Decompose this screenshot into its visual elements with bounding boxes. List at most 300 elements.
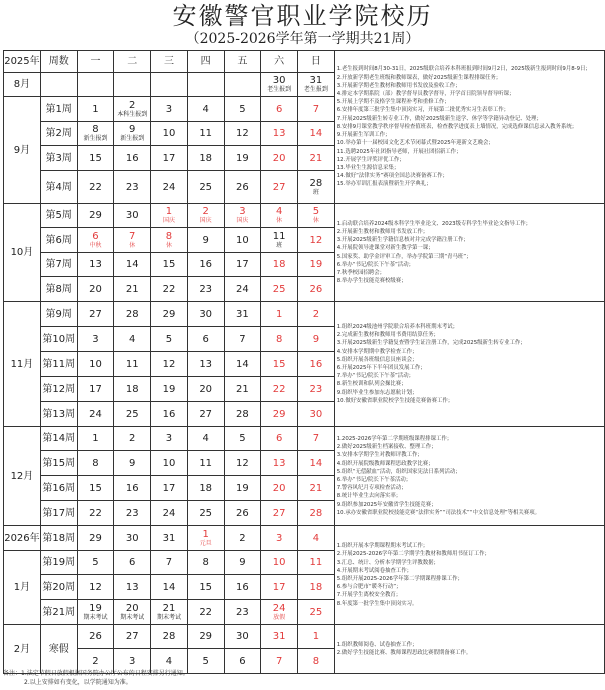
day-cell bbox=[187, 73, 224, 97]
day-cell bbox=[261, 171, 298, 204]
day-number: 13 bbox=[272, 128, 286, 139]
day-cell bbox=[187, 451, 224, 476]
day-number: 10 bbox=[89, 358, 102, 370]
day-event-label: 国庆 bbox=[236, 217, 249, 224]
day-number: 25 bbox=[272, 283, 286, 295]
day-number: 4 bbox=[312, 532, 320, 544]
week-cell: 第7周 bbox=[40, 253, 77, 277]
header-row bbox=[4, 51, 605, 73]
month-cell: 12月 bbox=[4, 427, 41, 526]
day-number: 4 bbox=[165, 655, 173, 667]
day-cell bbox=[298, 526, 335, 551]
note-item: 1.2025-2026学年第二学期班级课程排课工作； bbox=[336, 435, 453, 442]
day-number: 18 bbox=[199, 482, 213, 494]
day-number: 19 bbox=[89, 602, 102, 614]
day-number: 28 bbox=[236, 408, 249, 420]
day-number: 7 bbox=[239, 333, 246, 345]
day-cell bbox=[224, 146, 261, 171]
day-event-label: 老生报到 bbox=[303, 86, 328, 93]
day-cell bbox=[77, 277, 114, 302]
day-cell bbox=[261, 451, 298, 476]
day-number: 9 bbox=[129, 124, 136, 135]
day-number: 24 bbox=[162, 181, 176, 193]
day-cell bbox=[261, 228, 298, 253]
note-item: 4.安排本学期期中教学检查工作； bbox=[336, 348, 418, 355]
note-item: 6.举办“书记/院长下午茶”活动； bbox=[336, 261, 414, 268]
day-number: 6 bbox=[275, 433, 283, 444]
day-number: 8 bbox=[202, 557, 209, 568]
day-number: 28 bbox=[309, 177, 323, 189]
notes-nov bbox=[334, 302, 604, 427]
day-number: 19 bbox=[236, 152, 249, 164]
note-item: 8.统计毕业生去向落实率； bbox=[336, 493, 402, 500]
note-item: 12.开展学生评奖评优工作； bbox=[336, 156, 405, 163]
day-number: 28 bbox=[309, 507, 323, 519]
day-cell bbox=[77, 377, 114, 402]
day-cell bbox=[114, 171, 151, 204]
header-day: 六 bbox=[261, 51, 298, 73]
week-cell: 第4周 bbox=[40, 171, 77, 204]
note-item: 14.做好“法律实务”赛项全国总决赛备赛工作； bbox=[336, 173, 448, 180]
day-number: 23 bbox=[125, 507, 139, 519]
day-number: 1 bbox=[202, 528, 209, 540]
day-number: 29 bbox=[199, 631, 213, 642]
day-number: 5 bbox=[92, 557, 99, 568]
day-cell bbox=[114, 575, 151, 600]
day-number: 2 bbox=[202, 206, 209, 217]
day-number: 25 bbox=[199, 181, 213, 193]
day-number: 27 bbox=[199, 408, 213, 420]
day-number: 6 bbox=[129, 557, 136, 568]
note-item: 2.开放新学期老生班级和教师课表，做好2025级新生课程排课任务； bbox=[336, 74, 502, 81]
day-number: 24 bbox=[89, 408, 102, 420]
day-number: 3 bbox=[129, 655, 136, 667]
day-cell bbox=[261, 277, 298, 302]
day-cell bbox=[187, 146, 224, 171]
day-cell bbox=[298, 377, 335, 402]
note-item: 10.举办第十一届校园文化艺术节闭幕式暨2025年迎新文艺晚会； bbox=[336, 140, 494, 147]
day-event-label: 元旦 bbox=[199, 539, 212, 547]
note-item: 2.做好学生技能比赛、教师课程思政比赛假期备赛工作。 bbox=[336, 650, 472, 656]
week-cell: 第21周 bbox=[40, 600, 77, 625]
day-cell bbox=[224, 526, 261, 551]
week-cell: 第9周 bbox=[40, 302, 77, 327]
day-number: 10 bbox=[272, 557, 286, 568]
day-cell bbox=[114, 122, 151, 146]
day-number: 30 bbox=[199, 308, 213, 320]
week-cell: 第1周 bbox=[40, 97, 77, 122]
day-number: 19 bbox=[236, 482, 249, 494]
day-number: 18 bbox=[272, 259, 286, 270]
day-cell bbox=[187, 171, 224, 204]
day-cell bbox=[77, 327, 114, 352]
day-number: 2 bbox=[239, 532, 246, 544]
day-cell bbox=[261, 625, 298, 649]
header-day: 一 bbox=[77, 51, 114, 73]
month-cell: 2月 bbox=[4, 625, 41, 674]
day-number: 11 bbox=[125, 358, 139, 370]
day-cell bbox=[261, 204, 298, 228]
day-number: 27 bbox=[89, 308, 102, 320]
day-number: 21 bbox=[236, 383, 249, 395]
calendar-table bbox=[3, 50, 605, 674]
day-cell bbox=[77, 146, 114, 171]
day-number: 19 bbox=[162, 383, 176, 395]
week-cell: 第10周 bbox=[40, 327, 77, 352]
day-cell bbox=[77, 253, 114, 277]
day-number: 16 bbox=[236, 581, 249, 593]
day-number: 16 bbox=[125, 152, 139, 164]
day-number: 14 bbox=[309, 457, 323, 469]
day-cell bbox=[114, 253, 151, 277]
note-item: 1.老生报到时间8月30-31日，2025级联合培养本科班报到时间9月2日，2025级新生报到时间9月8-9日； bbox=[336, 66, 591, 73]
note-item: 3.开展新学期老生教材和教师用书发放及验收工作； bbox=[336, 82, 461, 89]
day-number: 31 bbox=[162, 532, 176, 544]
day-cell bbox=[77, 402, 114, 427]
note-item: 5.组织开展各班级信息员座谈会； bbox=[336, 356, 418, 363]
day-cell bbox=[261, 600, 298, 625]
note-item: 1.启动联合培养2024级本科学生毕业论文、2023级专科学生毕业论文指导工作； bbox=[336, 220, 532, 227]
day-cell bbox=[224, 476, 261, 501]
day-event-label: 老生报到 bbox=[267, 86, 292, 93]
footer-notes bbox=[3, 669, 189, 687]
day-number: 29 bbox=[89, 532, 102, 544]
week-cell: 第20周 bbox=[40, 575, 77, 600]
day-number: 31 bbox=[236, 308, 249, 320]
day-number: 18 bbox=[309, 581, 323, 593]
day-cell bbox=[298, 551, 335, 575]
day-cell bbox=[224, 302, 261, 327]
day-cell bbox=[261, 352, 298, 377]
day-cell bbox=[151, 377, 188, 402]
day-number: 27 bbox=[272, 181, 286, 193]
day-number: 25 bbox=[199, 507, 213, 519]
day-cell bbox=[77, 600, 114, 625]
day-number: 23 bbox=[309, 383, 323, 395]
day-cell bbox=[298, 451, 335, 476]
day-cell bbox=[298, 277, 335, 302]
day-cell bbox=[298, 352, 335, 377]
day-number: 11 bbox=[199, 128, 213, 139]
day-number: 22 bbox=[89, 181, 102, 193]
week-row bbox=[4, 625, 605, 649]
day-cell bbox=[151, 526, 188, 551]
note-item: 5.组织“无偿献血”活动，组织国家宪法日系列活动； bbox=[336, 468, 461, 475]
note-item: 3.开展2025级新生学籍复查暨学生证注册工作，完成2025级新生转专业工作； bbox=[336, 340, 526, 347]
day-cell bbox=[224, 122, 261, 146]
note-item: 1.组织教师阅卷、试卷抽查工作； bbox=[336, 641, 418, 648]
day-number: 17 bbox=[89, 383, 102, 395]
day-number: 3 bbox=[275, 532, 283, 544]
day-cell bbox=[151, 302, 188, 327]
day-cell bbox=[114, 427, 151, 451]
day-number: 8 bbox=[312, 655, 320, 667]
day-number: 16 bbox=[162, 408, 176, 420]
day-number: 5 bbox=[165, 333, 173, 345]
day-cell bbox=[187, 501, 224, 526]
week-row bbox=[4, 526, 605, 551]
day-number: 21 bbox=[162, 602, 176, 614]
day-number: 2 bbox=[129, 99, 136, 111]
day-cell bbox=[114, 204, 151, 228]
day-number: 9 bbox=[129, 457, 136, 469]
day-number: 3 bbox=[92, 333, 99, 345]
note-item: 10.承办安徽省职业院校技能竞赛“法律实务”“司法技术”“中文信息处理”等相关赛项。 bbox=[336, 509, 540, 516]
day-cell bbox=[114, 625, 151, 649]
day-cell bbox=[224, 575, 261, 600]
day-cell bbox=[187, 253, 224, 277]
day-cell bbox=[187, 327, 224, 352]
day-event-label: 新生报到 bbox=[120, 135, 145, 142]
day-cell bbox=[151, 427, 188, 451]
day-cell bbox=[151, 204, 188, 228]
day-cell bbox=[151, 73, 188, 97]
day-cell bbox=[224, 171, 261, 204]
note-item: 8.安排9月课堂教学秩序督导检查值班表，检查教学进度表上墙情况，完成选修课信息录入教务系统； bbox=[336, 123, 578, 130]
day-event-label: 班 bbox=[312, 188, 319, 196]
day-cell bbox=[298, 575, 335, 600]
week-row bbox=[4, 302, 605, 327]
week-cell: 寒假 bbox=[40, 625, 77, 674]
day-number: 14 bbox=[309, 128, 323, 139]
day-cell bbox=[187, 97, 224, 122]
day-number: 11 bbox=[199, 457, 213, 469]
day-number: 7 bbox=[275, 655, 283, 667]
day-event-label: 新生报到 bbox=[83, 135, 108, 142]
day-cell bbox=[261, 501, 298, 526]
day-number: 9 bbox=[312, 333, 320, 345]
day-number: 31 bbox=[272, 631, 286, 642]
day-cell bbox=[114, 277, 151, 302]
day-number: 23 bbox=[125, 181, 139, 193]
day-number: 1 bbox=[92, 433, 99, 444]
day-number: 5 bbox=[239, 433, 246, 444]
day-number: 27 bbox=[125, 631, 139, 642]
week-cell: 第3周 bbox=[40, 146, 77, 171]
day-cell bbox=[224, 427, 261, 451]
day-cell bbox=[261, 73, 298, 97]
day-cell bbox=[224, 97, 261, 122]
day-number: 20 bbox=[125, 602, 139, 614]
day-number: 11 bbox=[272, 230, 286, 242]
day-cell bbox=[151, 97, 188, 122]
day-cell bbox=[261, 402, 298, 427]
day-cell bbox=[298, 171, 335, 204]
day-event-label: 中秋 bbox=[89, 241, 102, 249]
notes-feb bbox=[334, 625, 604, 674]
day-cell bbox=[261, 575, 298, 600]
day-number: 21 bbox=[309, 482, 323, 494]
day-cell bbox=[261, 122, 298, 146]
day-number: 16 bbox=[125, 482, 139, 494]
day-number: 28 bbox=[125, 308, 139, 320]
note-item: 13.毕业生生源信息采集； bbox=[336, 164, 400, 171]
day-cell bbox=[187, 352, 224, 377]
note-item: 15.举办军训汇报表演暨新生开学典礼； bbox=[336, 181, 432, 188]
week-cell bbox=[40, 73, 77, 97]
day-cell bbox=[77, 551, 114, 575]
page-subtitle: （2025-2026学年第一学期共21周） bbox=[185, 31, 420, 47]
day-cell bbox=[187, 575, 224, 600]
day-number: 13 bbox=[125, 581, 139, 593]
day-cell bbox=[261, 97, 298, 122]
day-number: 12 bbox=[236, 457, 249, 469]
day-number: 8 bbox=[165, 230, 173, 242]
day-cell bbox=[298, 476, 335, 501]
day-cell bbox=[114, 73, 151, 97]
day-cell bbox=[298, 73, 335, 97]
week-cell: 第13周 bbox=[40, 402, 77, 427]
day-number: 24 bbox=[162, 507, 176, 519]
day-number: 12 bbox=[89, 581, 102, 593]
day-number: 17 bbox=[162, 482, 176, 494]
day-number: 9 bbox=[202, 234, 209, 246]
day-number: 28 bbox=[162, 631, 176, 642]
note-item: 6.举办“书记/院长下午茶活动； bbox=[336, 477, 412, 483]
day-cell bbox=[298, 501, 335, 526]
day-number: 21 bbox=[309, 152, 323, 164]
day-cell bbox=[224, 204, 261, 228]
note-item: 7.警容风纪月专项检查活动； bbox=[336, 485, 407, 492]
day-cell bbox=[261, 551, 298, 575]
day-cell bbox=[298, 327, 335, 352]
day-cell bbox=[187, 122, 224, 146]
day-number: 1 bbox=[165, 206, 173, 217]
day-cell bbox=[187, 625, 224, 649]
day-number: 15 bbox=[89, 482, 102, 494]
day-cell bbox=[261, 476, 298, 501]
day-number: 10 bbox=[236, 234, 249, 246]
note-item: 8.新生校训和队列会操比赛； bbox=[336, 381, 407, 388]
day-number: 20 bbox=[89, 283, 102, 295]
note-item: 11.选聘2025年社团指导老师，开展社团招新工作； bbox=[336, 148, 462, 155]
day-cell bbox=[187, 649, 224, 674]
day-cell bbox=[114, 476, 151, 501]
day-cell bbox=[151, 171, 188, 204]
day-number: 1 bbox=[275, 308, 283, 320]
day-number: 26 bbox=[236, 181, 249, 193]
day-cell bbox=[298, 204, 335, 228]
day-number: 13 bbox=[272, 457, 286, 469]
day-cell bbox=[114, 327, 151, 352]
day-cell bbox=[77, 427, 114, 451]
day-number: 26 bbox=[89, 631, 102, 642]
week-cell: 第5周 bbox=[40, 204, 77, 228]
day-number: 12 bbox=[236, 128, 249, 139]
day-cell bbox=[114, 551, 151, 575]
note-item: 7.举办“书记/院长下午茶”活动； bbox=[336, 373, 414, 380]
week-cell: 第2周 bbox=[40, 122, 77, 146]
day-number: 8 bbox=[92, 124, 99, 135]
day-cell bbox=[261, 302, 298, 327]
note-item: 4.开展期末考试阅卷抽查工作； bbox=[336, 567, 412, 574]
day-number: 5 bbox=[239, 103, 246, 115]
day-cell bbox=[77, 526, 114, 551]
day-number: 15 bbox=[272, 358, 286, 370]
day-number: 2 bbox=[312, 308, 320, 320]
note-item: 9.组织参加2025年安徽省学生技能竞赛； bbox=[336, 501, 437, 508]
day-cell bbox=[224, 451, 261, 476]
week-cell: 第6周 bbox=[40, 228, 77, 253]
day-cell bbox=[77, 575, 114, 600]
day-number: 14 bbox=[162, 581, 176, 593]
day-number: 6 bbox=[275, 103, 283, 115]
day-cell bbox=[187, 228, 224, 253]
day-cell bbox=[224, 551, 261, 575]
day-cell bbox=[224, 402, 261, 427]
day-cell bbox=[151, 551, 188, 575]
day-cell bbox=[224, 327, 261, 352]
day-cell bbox=[151, 476, 188, 501]
day-number: 24 bbox=[236, 283, 249, 295]
day-number: 29 bbox=[89, 210, 102, 221]
day-number: 16 bbox=[199, 259, 213, 270]
day-number: 1 bbox=[312, 631, 320, 642]
notes-dec bbox=[334, 427, 604, 526]
day-cell bbox=[298, 146, 335, 171]
day-cell bbox=[261, 146, 298, 171]
week-cell: 第17周 bbox=[40, 501, 77, 526]
day-cell bbox=[298, 625, 335, 649]
day-number: 23 bbox=[199, 283, 213, 295]
note-item: 2.开展2025-2026学年第二学期学生教材和教师用书征订工作； bbox=[336, 551, 490, 558]
day-number: 6 bbox=[202, 333, 209, 345]
day-cell bbox=[298, 402, 335, 427]
day-number: 3 bbox=[165, 433, 173, 444]
week-cell: 第12周 bbox=[40, 377, 77, 402]
day-cell bbox=[114, 600, 151, 625]
note-item: 9.组织毕业生参加东志愿航计划； bbox=[336, 389, 418, 396]
day-cell bbox=[261, 253, 298, 277]
day-cell bbox=[187, 600, 224, 625]
day-cell bbox=[224, 501, 261, 526]
day-cell bbox=[298, 253, 335, 277]
day-number: 20 bbox=[272, 482, 286, 494]
day-number: 31 bbox=[309, 75, 323, 86]
day-number: 8 bbox=[275, 333, 283, 345]
footer-note-1: 备注：1.法定节假日放假根据国务院办公厅公布的日程安排另行通知。 bbox=[3, 670, 189, 677]
day-number: 5 bbox=[202, 655, 209, 667]
day-cell bbox=[151, 451, 188, 476]
day-event-label: 期末考试 bbox=[120, 613, 145, 621]
day-cell bbox=[187, 526, 224, 551]
note-item: 5.国家奖、助学金评审工作，举办学院第三期“青马班”； bbox=[336, 253, 472, 260]
day-cell bbox=[224, 277, 261, 302]
day-number: 25 bbox=[309, 606, 323, 618]
day-cell bbox=[77, 228, 114, 253]
day-number: 12 bbox=[309, 234, 323, 246]
note-item: 2.做好2025级新生档案接收、整理工作； bbox=[336, 444, 437, 451]
day-cell bbox=[187, 551, 224, 575]
day-number: 10 bbox=[162, 128, 176, 139]
day-event-label: 休 bbox=[276, 217, 283, 224]
day-cell bbox=[114, 402, 151, 427]
month-cell: 10月 bbox=[4, 204, 41, 302]
note-item: 4.组织开展院级教师课程思政教学比赛； bbox=[336, 460, 434, 467]
day-cell bbox=[298, 600, 335, 625]
day-number: 7 bbox=[129, 230, 136, 242]
day-number: 1 bbox=[92, 103, 99, 115]
day-event-label: 休 bbox=[165, 241, 172, 249]
day-number: 26 bbox=[236, 507, 249, 519]
day-event-label: 本科生报到 bbox=[117, 110, 148, 118]
day-cell bbox=[77, 171, 114, 204]
day-number: 26 bbox=[309, 283, 323, 295]
day-number: 8 bbox=[92, 457, 99, 469]
footer-note-2: 2.以上安排如有变化，以学院通知为准。 bbox=[24, 679, 132, 686]
month-cell: 1月 bbox=[4, 551, 41, 625]
day-cell bbox=[298, 97, 335, 122]
